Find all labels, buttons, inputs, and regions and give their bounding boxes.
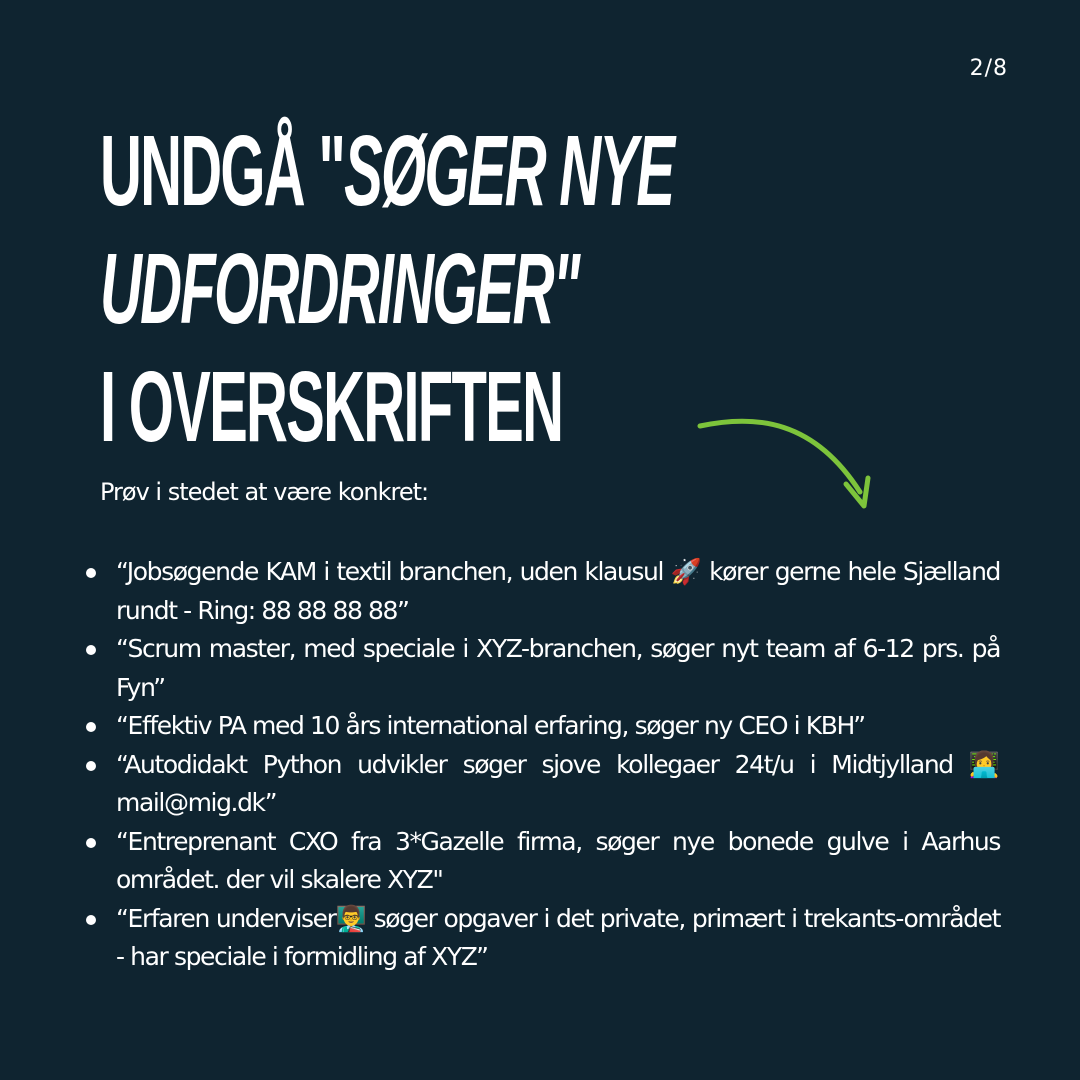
list-item: [116, 553, 1000, 630]
list-item: [116, 630, 1000, 707]
list-item-text-after: kører gerne hele Sjælland rundt - Ring: 88 88 88 88”: [116, 557, 1000, 625]
list-item: [116, 707, 1000, 746]
page-counter: 2/8: [969, 56, 1008, 81]
curved-arrow-icon: [696, 412, 886, 516]
bullet-dot: [86, 645, 96, 655]
list-item-text: “Erfaren underviser: [116, 903, 336, 933]
man-teacher-icon: 👨‍🏫: [335, 903, 367, 933]
list-item: [116, 746, 1000, 823]
headline-part-1-italic: SØGER NYE: [344, 115, 674, 227]
headline-line-3: I OVERSKRIFTEN: [100, 351, 563, 463]
arrow-shaft: [700, 421, 860, 492]
list-item: [116, 823, 1000, 900]
bullet-dot: [86, 722, 96, 732]
bullet-dot: [86, 568, 96, 578]
bullet-dot: [86, 761, 96, 771]
headline: [100, 112, 673, 466]
headline-line-2: UDFORDRINGER": [100, 233, 579, 345]
list-item-text: “Jobsøgende KAM i textil branchen, uden klausul: [116, 557, 671, 586]
list-item-text: “Scrum master, med speciale i XYZ-branchen, søger nyt team af 6-12 prs. på Fyn”: [116, 634, 1000, 702]
arrow-head: [846, 478, 868, 506]
list-item-text: “Autodidakt Python udvikler søger sjove kollegaer 24t/u i Midtjylland: [116, 749, 969, 779]
bullet-dot: [86, 915, 96, 925]
subtitle: Prøv i stedet at være konkret:: [100, 478, 429, 506]
list-item-text: “Entreprenant CXO fra 3*Gazelle firma, søger nye bonede gulve i Aarhus området. der vil skalere XYZ": [116, 826, 1000, 894]
headline-part-1: UNDGÅ ": [100, 115, 345, 227]
list-item: [116, 900, 1000, 977]
woman-technologist-icon: 👩‍💻: [968, 749, 1000, 779]
rocket-icon: 🚀: [670, 557, 702, 586]
list-item-text-after: søger opgaver i det private, primært i trekants-området - har speciale i formidling af XYZ”: [116, 903, 1001, 971]
list-item-text-after: mail@mig.dk”: [116, 788, 277, 817]
list-item-text: “Effektiv PA med 10 års international erfaring, søger ny CEO i KBH”: [116, 711, 865, 740]
headline-line-1: [100, 112, 673, 230]
bullet-dot: [86, 838, 96, 848]
example-list: [116, 553, 1000, 977]
